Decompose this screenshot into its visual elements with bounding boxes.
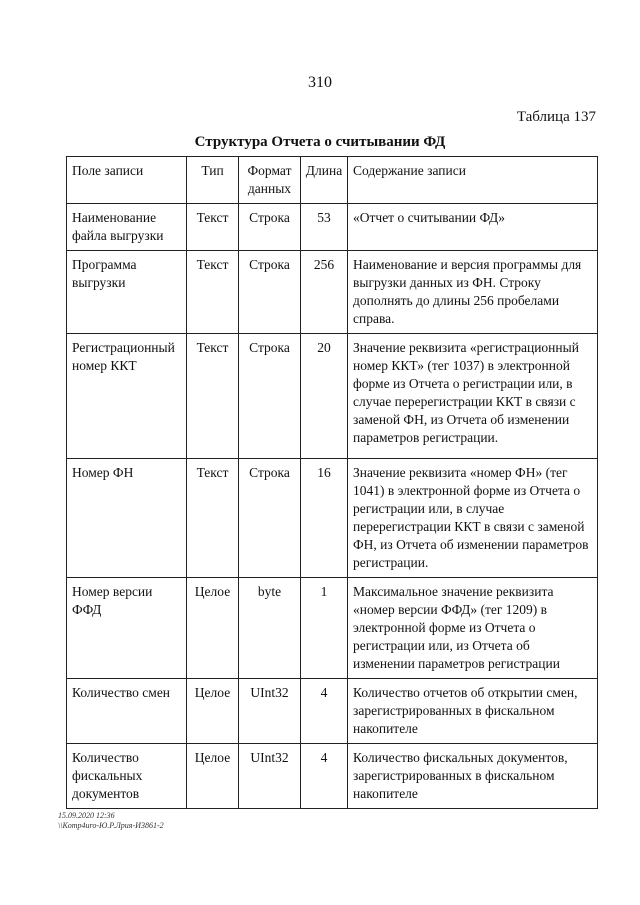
cell-length: 16: [301, 459, 348, 578]
table-row: [67, 679, 598, 744]
cell-type: Целое: [187, 744, 239, 809]
cell-format: Строка: [239, 334, 301, 459]
cell-type: Текст: [187, 204, 239, 251]
cell-length: 53: [301, 204, 348, 251]
cell-field: Номер ФН: [67, 459, 187, 578]
cell-length: 1: [301, 578, 348, 679]
document-title: Структура Отчета о считывании ФД: [194, 134, 446, 150]
cell-type: Текст: [187, 459, 239, 578]
cell-format: Строка: [239, 251, 301, 334]
cell-type: Текст: [187, 334, 239, 459]
page-number: 310: [308, 74, 332, 91]
cell-format: Строка: [239, 459, 301, 578]
header-length: Длина: [301, 157, 348, 204]
table-row: [67, 578, 598, 679]
footer-date: 15.09.2020 12:36: [58, 811, 115, 820]
report-structure-table: [66, 156, 598, 809]
cell-format: UInt32: [239, 679, 301, 744]
cell-field: Программа выгрузки: [67, 251, 187, 334]
header-format: Формат данных: [239, 157, 301, 204]
table-label: Таблица 137: [516, 109, 596, 125]
cell-field: Количество фискальных документов: [67, 744, 187, 809]
cell-content: Максимальное значение реквизита «номер версии ФФД» (тег 1209) в электронной форме из Отчета о регистрации или, из Отчета об изменении параметров регистрации: [348, 578, 598, 679]
cell-type: Текст: [187, 251, 239, 334]
table-row: [67, 204, 598, 251]
cell-content: Количество отчетов об открытии смен, зарегистрированных в фискальном накопителе: [348, 679, 598, 744]
cell-field: Количество смен: [67, 679, 187, 744]
header-field: Поле записи: [67, 157, 187, 204]
cell-length: 20: [301, 334, 348, 459]
cell-content: Количество фискальных документов, зарегистрированных в фискальном накопителе: [348, 744, 598, 809]
cell-type: Целое: [187, 679, 239, 744]
cell-length: 4: [301, 679, 348, 744]
cell-length: 256: [301, 251, 348, 334]
table-header-row: [67, 157, 598, 204]
cell-format: byte: [239, 578, 301, 679]
footer-doc-id: \\Komp4uro-Ю.Р.Лрия-И3861-2: [58, 821, 164, 830]
table-row: [67, 334, 598, 459]
cell-format: UInt32: [239, 744, 301, 809]
cell-field: Наименование файла выгрузки: [67, 204, 187, 251]
header-type: Тип: [187, 157, 239, 204]
cell-content: Значение реквизита «номер ФН» (тег 1041) в электронной форме из Отчета о регистрации или, в случае перерегистрации ККТ в связи с заменой ФН, из Отчета об изменении параметров регистрации.: [348, 459, 598, 578]
cell-length: 4: [301, 744, 348, 809]
cell-content: Наименование и версия программы для выгрузки данных из ФН. Строку дополнять до длины 256 пробелами справа.: [348, 251, 598, 334]
table-row: [67, 251, 598, 334]
cell-format: Строка: [239, 204, 301, 251]
cell-content: Значение реквизита «регистрационный номер ККТ» (тег 1037) в электронной форме из Отчета о регистрации или, в случае перерегистрации ККТ в связи с заменой ФН, из Отчета об изменении параметров регистрации.: [348, 334, 598, 459]
footer-stamp: [58, 811, 164, 831]
cell-content: «Отчет о считывании ФД»: [348, 204, 598, 251]
table-row: [67, 744, 598, 809]
header-content: Содержание записи: [348, 157, 598, 204]
table-row: [67, 459, 598, 578]
cell-type: Целое: [187, 578, 239, 679]
cell-field: Номер версии ФФД: [67, 578, 187, 679]
cell-field: Регистрационный номер ККТ: [67, 334, 187, 459]
